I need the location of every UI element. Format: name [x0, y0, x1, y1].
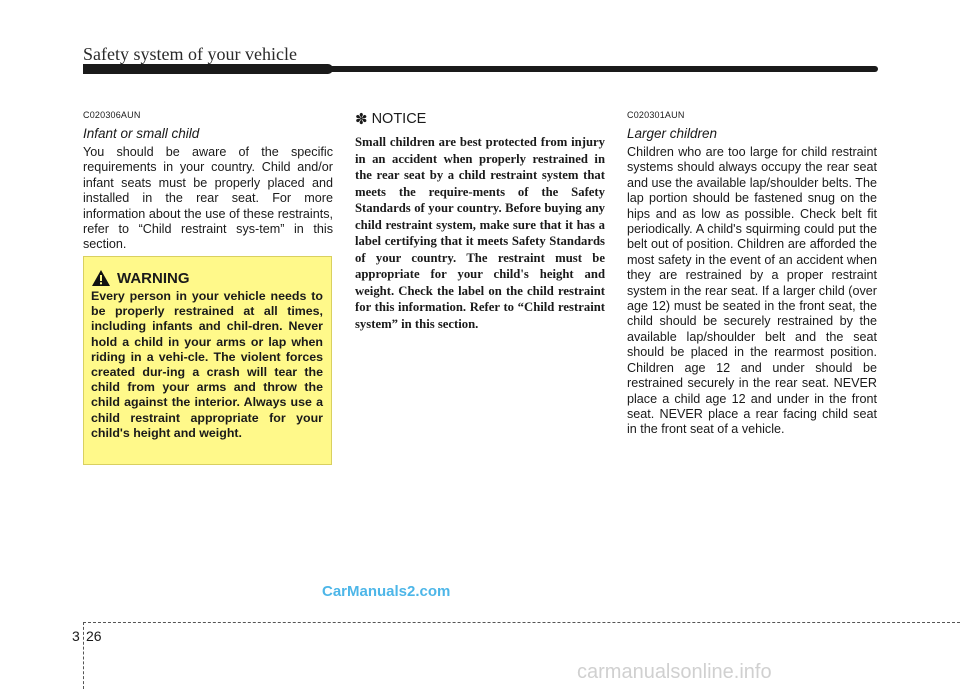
watermark-top: CarManuals2.com	[322, 583, 451, 600]
warning-triangle-icon	[91, 269, 111, 287]
notice-text: Small children are best protected from injury in an accident when properly restrained in the rear seat by a child restraint system that meets the require-ments of the Safety Standards of your country. Before buying any child restraint system, make sure that it has a label certifying that it meets Safety Standards of your country. The restraint must be appropriate for your child's height and weight. Check the label on the child restraint for this information. Refer to “Child restraint system” in this section.	[355, 135, 605, 331]
footer-vertical-divider	[83, 622, 84, 689]
warning-header	[91, 269, 323, 287]
watermark-bottom: carmanualsonline.info	[577, 661, 772, 683]
page-number: 26	[86, 628, 102, 644]
section-code: C020306AUN	[83, 110, 141, 120]
notice-label: NOTICE	[371, 111, 427, 127]
warning-label: WARNING	[117, 269, 190, 287]
header-tab	[83, 64, 333, 74]
section-body: You should be aware of the specific requirements in your country. Child and/or infant seats must be properly placed and installed in the rear seat. For more information about the use of these restraints, refer to “Child restraint sys-tem” in this section.	[83, 145, 333, 252]
warning-text: Every person in your vehicle needs to be properly restrained at all times, including infants and chil-dren. Never hold a child in your arms or lap when riding in a vehi-cle. The violent forces created dur-ing a crash will tear the child from your arms and throw the child against the interior. Always use a child restraint appropriate for your child's height and weight.	[91, 289, 323, 440]
right-column	[627, 110, 877, 438]
section-code: C020301AUN	[627, 110, 685, 120]
notice-mark-icon: ✽	[355, 111, 368, 128]
notice-header	[355, 110, 605, 128]
page-header-title: Safety system of your vehicle	[83, 44, 297, 64]
section-heading: Larger children	[627, 126, 718, 141]
section-body: Children who are too large for child restraint systems should always occupy the rear seat and use the available lap/shoulder belts. The lap portion should be fastened snug on the hips and as low as possible. Check belt fit periodically. A child's squirming could put the belt out of position. Children are afforded the most safety in the event of an accident when they are restrained by a proper restraint system in the rear seat. If a larger child (over age 12) must be seated in the front seat, the child should be securely restrained by the available lap/shoulder belt and the seat should be placed in the rearmost position. Children age 12 and under should be restrained securely in the rear seat. NEVER place a child age 12 and under in the front seat. NEVER place a rear facing child seat in the front seat of a vehicle.	[627, 145, 877, 437]
chapter-number: 3	[72, 628, 80, 644]
footer-divider	[83, 622, 960, 623]
left-column	[83, 110, 333, 253]
warning-box	[83, 256, 332, 465]
section-heading: Infant or small child	[83, 126, 200, 141]
middle-column	[355, 110, 605, 332]
